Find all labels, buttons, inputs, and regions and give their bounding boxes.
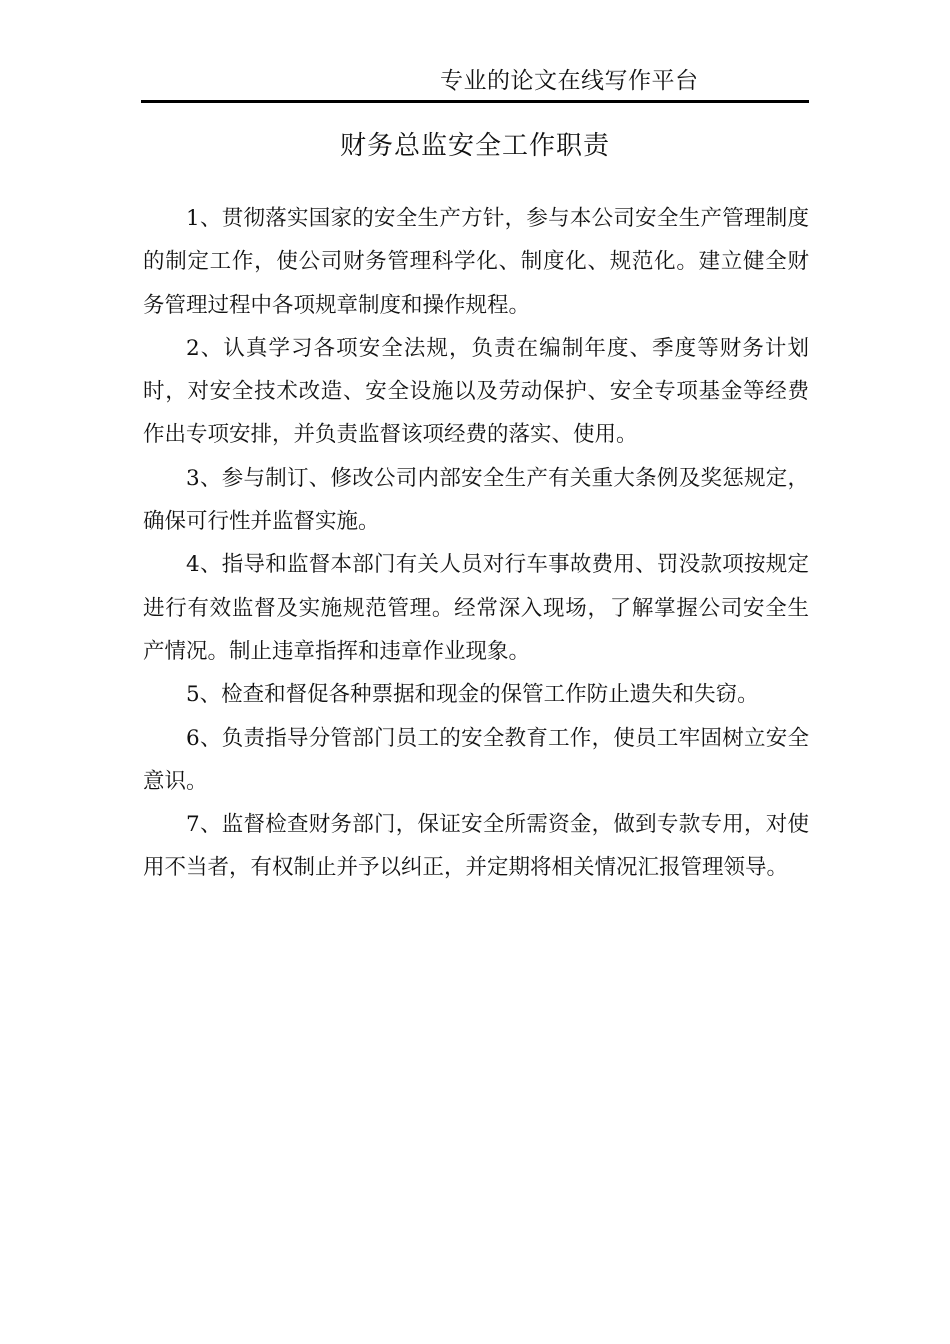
paragraph-3: 3、参与制订、修改公司内部安全生产有关重大条例及奖惩规定，确保可行性并监督实施。 (143, 465, 809, 535)
header-divider (141, 100, 809, 103)
document-body (143, 197, 809, 890)
paragraph-1: 1、贯彻落实国家的安全生产方针，参与本公司安全生产管理制度的制定工作，使公司财务管理科学化、制度化、规范化。建立健全财务管理过程中各项规章制度和操作规程。 (143, 206, 809, 318)
document-title: 财务总监安全工作职责 (339, 131, 610, 161)
paragraph-6: 6、负责指导分管部门员工的安全教育工作，使员工牢固树立安全意识。 (143, 725, 809, 794)
paragraph-2: 2、认真学习各项安全法规，负责在编制年度、季度等财务计划时，对安全技术改造、安全设施以及劳动保护、安全专项基金等经费作出专项安排，并负责监督该项经费的落实、使用。 (143, 335, 809, 448)
page-header-text: 专业的论文在线写作平台 (440, 68, 699, 94)
paragraph-7: 7、监督检查财务部门，保证安全所需资金，做到专款专用，对使用不当者，有权制止并予以纠正，并定期将相关情况汇报管理领导。 (143, 812, 809, 881)
paragraph-5: 5、检查和督促各种票据和现金的保管工作防止遗失和失窃。 (186, 682, 759, 708)
paragraph-4: 4、指导和监督本部门有关人员对行车事故费用、罚没款项按规定进行有效监督及实施规范管理。经常深入现场，了解掌握公司安全生产情况。制止违章指挥和违章作业现象。 (143, 552, 809, 664)
